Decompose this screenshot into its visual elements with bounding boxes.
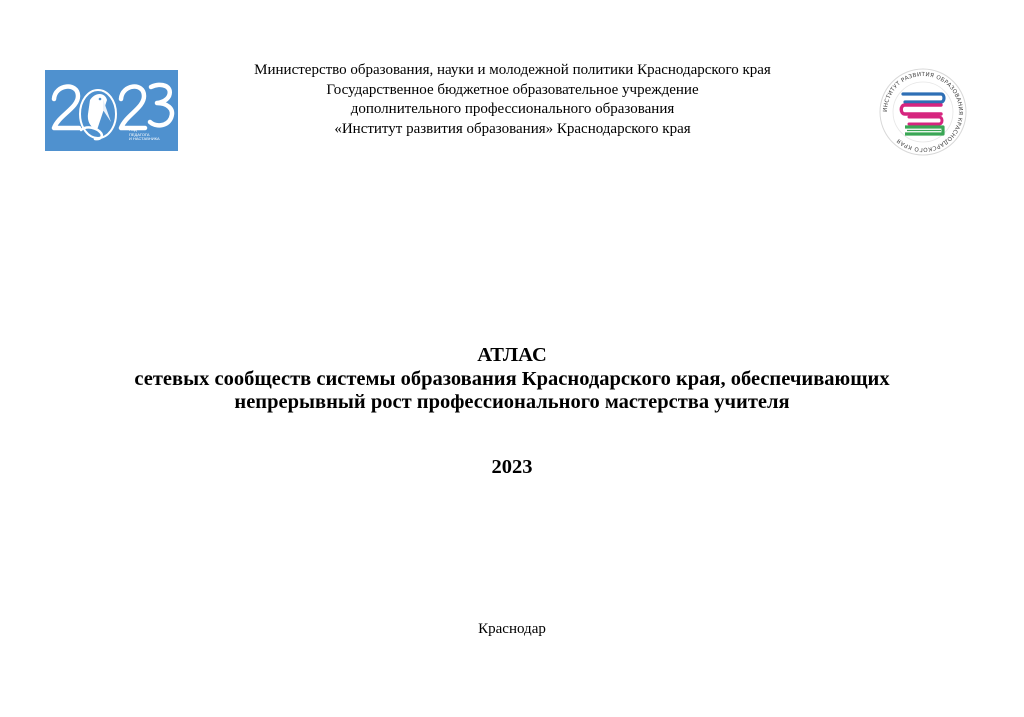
title-heading: АТЛАС (477, 344, 547, 366)
title-line: непрерывный рост профессионального мастерства учителя (234, 391, 790, 413)
document-year: 2023 (491, 456, 533, 478)
institute-logo (875, 66, 971, 158)
header-line: дополнительного профессионального образования (350, 101, 675, 117)
document-city: Краснодар (478, 621, 546, 637)
title-line: сетевых сообществ системы образования Краснодарского края, обеспечивающих (134, 367, 890, 390)
header-line: Государственное бюджетное образовательное учреждение (326, 81, 699, 98)
ring-text: ИНСТИТУТ РАЗВИТИЯ ОБРАЗОВАНИЯ КРАСНОДАРСКОГО КРАЯ (882, 71, 964, 153)
year-of-teacher-logo (45, 70, 178, 151)
organization-header (190, 61, 835, 139)
header-line: «Институт развития образования» Краснодарского края (334, 120, 691, 137)
document-title (20, 344, 1004, 415)
institute-emblem-icon (875, 66, 971, 158)
logo-caption: ГОД ПЕДАГОГА И НАСТАВНИКА (129, 127, 160, 142)
header-line: Министерство образования, науки и молодежной политики Краснодарского края (254, 62, 771, 78)
